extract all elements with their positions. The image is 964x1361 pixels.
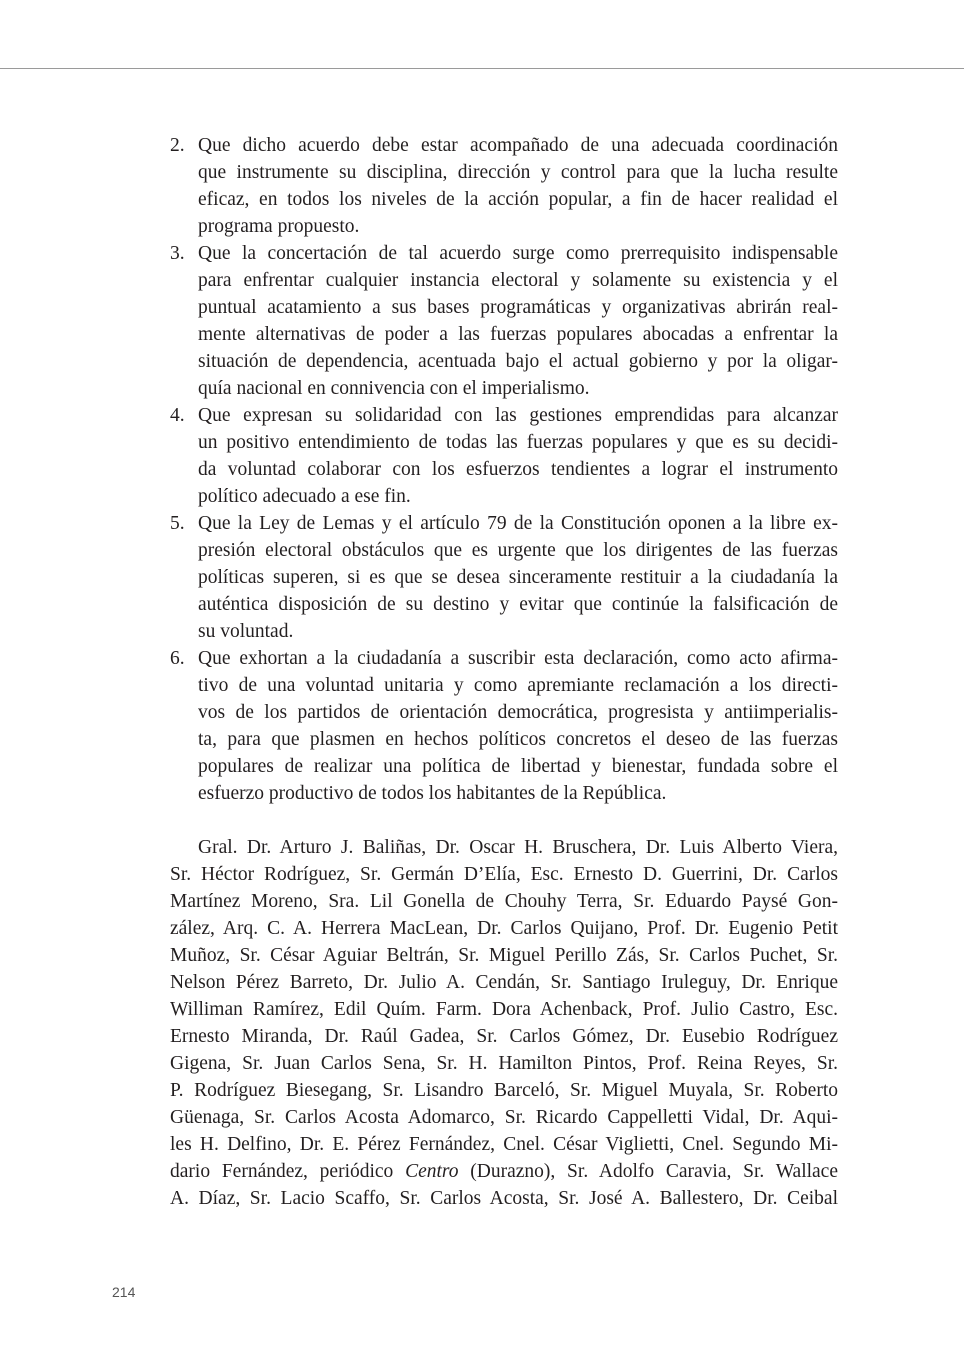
signatory-line: Nelson Pérez Barreto, Dr. Julio A. Cendán, Sr. Santiago Iruleguy, Dr. Enrique: [170, 972, 838, 993]
declaration-item: [170, 240, 838, 402]
item-number: 6.: [170, 648, 185, 669]
signatory-line: A. Díaz, Sr. Lacio Scaffo, Sr. Carlos Acosta, Sr. José A. Ballestero, Dr. Ceibal: [170, 1188, 838, 1209]
item-line: políticas superen, si es que se desea sinceramente restituir a la ciudadanía la: [198, 567, 838, 588]
item-line: da voluntad colaborar con los esfuerzos tendientes a lograr el instrumento: [198, 459, 838, 480]
signatory-line: P. Rodríguez Biesegang, Sr. Lisandro Barceló, Sr. Miguel Muyala, Sr. Roberto: [170, 1080, 838, 1101]
item-line: su voluntad.: [198, 621, 294, 642]
item-line: populares de realizar una política de libertad y bienestar, fundada sobre el: [198, 756, 838, 777]
declaration-item: [170, 645, 838, 807]
signatory-line: Sr. Héctor Rodríguez, Sr. Germán D’Elía, Esc. Ernesto D. Guerrini, Dr. Carlos: [170, 864, 838, 885]
item-line: eficaz, en todos los niveles de la acción popular, a fin de hacer realidad el: [198, 189, 838, 210]
signatory-line: Martínez Moreno, Sra. Lil Gonella de Chouhy Terra, Sr. Eduardo Paysé Gon-: [170, 891, 838, 912]
item-line: un positivo entendimiento de todas las fuerzas populares y que es su decidi-: [198, 432, 838, 453]
item-line: mente alternativas de poder a las fuerzas populares abocadas a enfrentar la: [198, 324, 838, 345]
signatory-line: zález, Arq. C. A. Herrera MacLean, Dr. Carlos Quijano, Prof. Dr. Eugenio Petit: [170, 918, 838, 939]
item-line: que instrumente su disciplina, dirección y control para que la lucha resulte: [198, 162, 838, 183]
signatory-text: dario Fernández, periódico: [170, 1161, 406, 1182]
signatory-line: Gigena, Sr. Juan Carlos Sena, Sr. H. Hamilton Pintos, Prof. Reina Reyes, Sr.: [170, 1053, 838, 1074]
item-number: 4.: [170, 405, 185, 426]
signatory-line: les H. Delfino, Dr. E. Pérez Fernández, Cnel. César Viglietti, Cnel. Segundo Mi-: [170, 1134, 838, 1155]
item-number: 3.: [170, 243, 185, 264]
item-line: puntual acatamiento a sus bases programáticas y organizativas abrirán real-: [198, 297, 838, 318]
item-line: para enfrentar cualquier instancia electoral y solamente su existencia y el: [198, 270, 838, 291]
item-line: programa propuesto.: [198, 216, 360, 237]
header-rule: [0, 68, 964, 69]
item-line: Que expresan su solidaridad con las gestiones emprendidas para alcanzar: [198, 405, 838, 426]
page-number: 214: [112, 1284, 136, 1300]
item-line: tivo de una voluntad unitaria y como apremiante reclamación a los directi-: [198, 675, 838, 696]
item-line: Que exhortan a la ciudadanía a suscribir esta declaración, como acto afirma-: [198, 648, 838, 669]
item-number: 5.: [170, 513, 185, 534]
signatory-line: Güenaga, Sr. Carlos Acosta Adomarco, Sr. Ricardo Cappelletti Vidal, Dr. Aqui-: [170, 1107, 838, 1128]
item-line: situación de dependencia, acentuada bajo el actual gobierno y por la oligar-: [198, 351, 838, 372]
item-line: Que dicho acuerdo debe estar acompañado de una adecuada coordinación: [198, 135, 838, 156]
signatory-text: (Durazno), Sr. Adolfo Caravia, Sr. Wallace: [458, 1161, 838, 1182]
item-line: auténtica disposición de su destino y evitar que continúe la falsificación de: [198, 594, 838, 615]
signatory-line: Muñoz, Sr. César Aguiar Beltrán, Sr. Miguel Perillo Zás, Sr. Carlos Puchet, Sr.: [170, 945, 838, 966]
item-line: esfuerzo productivo de todos los habitantes de la República.: [198, 783, 667, 804]
signatory-line: Gral. Dr. Arturo J. Baliñas, Dr. Oscar H. Bruschera, Dr. Luis Alberto Viera,: [198, 837, 838, 858]
declaration-item: [170, 132, 838, 240]
signatory-line: Ernesto Miranda, Dr. Raúl Gadea, Sr. Carlos Gómez, Dr. Eusebio Rodríguez: [170, 1026, 838, 1047]
signatories-paragraph: [170, 834, 838, 1212]
signatory-line: [170, 1158, 838, 1185]
item-line: quía nacional en connivencia con el imperialismo.: [198, 378, 590, 399]
newspaper-title: Centro: [405, 1161, 459, 1182]
declaration-list: [170, 132, 838, 807]
item-line: vos de los partidos de orientación democrática, progresista y antiimperialis-: [198, 702, 838, 723]
item-number: 2.: [170, 135, 185, 156]
declaration-item: [170, 402, 838, 510]
item-line: político adecuado a ese fin.: [198, 486, 411, 507]
declaration-item: [170, 510, 838, 645]
item-line: Que la Ley de Lemas y el artículo 79 de la Constitución oponen a la libre ex-: [198, 513, 838, 534]
item-line: ta, para que plasmen en hechos políticos concretos el deseo de las fuerzas: [198, 729, 838, 750]
item-line: Que la concertación de tal acuerdo surge como prerrequisito indispensable: [198, 243, 838, 264]
item-line: presión electoral obstáculos que es urgente que los dirigentes de las fuerzas: [198, 540, 838, 561]
signatory-line: Williman Ramírez, Edil Quím. Farm. Dora Achenback, Prof. Julio Castro, Esc.: [170, 999, 838, 1020]
